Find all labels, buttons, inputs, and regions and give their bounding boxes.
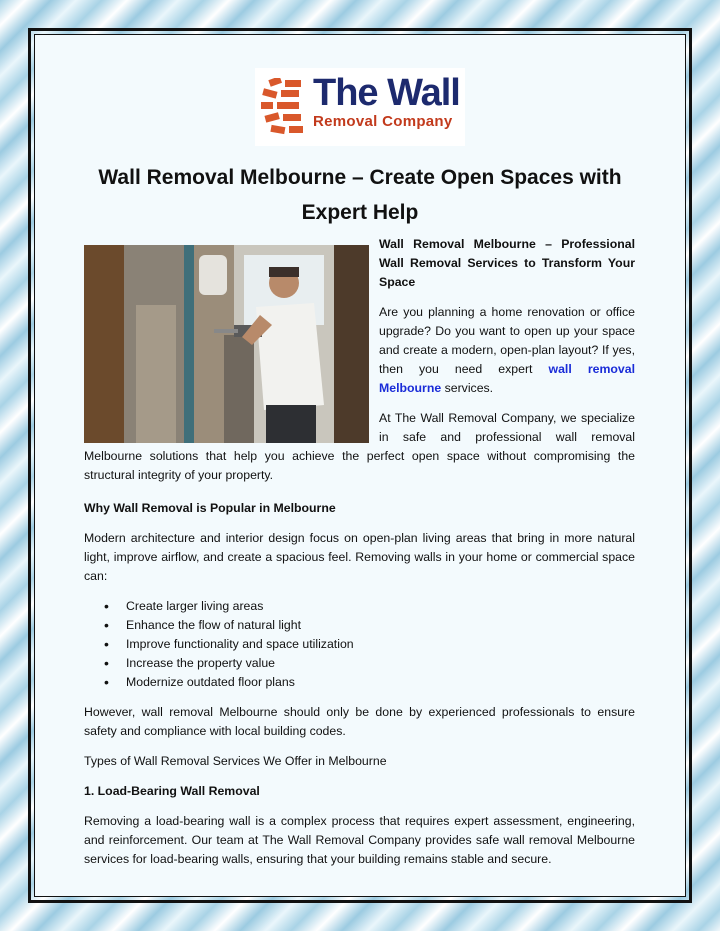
types-heading: Types of Wall Removal Services We Offer in Melbourne [84,754,387,768]
list-item: • Enhance the flow of natural light [126,616,635,635]
article-body [84,235,635,880]
intro-paragraph-2: At The Wall Removal Company, we specialize in safe and professional wall removal Melbourne solutions that help you achieve the perfect open space without compromising the structural integrity of your property. [84,411,635,482]
intro-text-after: services. [441,381,494,395]
company-logo [255,68,465,146]
logo-subtitle: Removal Company [313,113,453,130]
page-title: Wall Removal Melbourne – Create Open Spaces with Expert Help [98,166,622,224]
brick-wall-icon [261,78,309,136]
why-paragraph: Modern architecture and interior design focus on open-plan living areas that bring in more natural light, improve airflow, and create a spacious feel. Removing walls in your home or commercial space can: [84,531,635,583]
list-item: • Create larger living areas [126,597,635,616]
benefits-list [84,597,635,692]
logo-title: The Wall [313,72,460,114]
list-item: • Improve functionality and space utilization [126,635,635,654]
wall-removal-link[interactable]: wall removal Melbourne [379,362,635,395]
intro-text-before: Are you planning a home renovation or office upgrade? Do you want to open up your space and create a modern, open-plan layout? If yes, then you need expert [379,305,635,376]
list-item: • Modernize outdated floor plans [126,673,635,692]
load-bearing-heading: 1. Load-Bearing Wall Removal [84,784,260,798]
why-closing-paragraph: However, wall removal Melbourne should only be done by experienced professionals to ensure safety and compliance with local building codes. [84,705,635,738]
load-bearing-paragraph: Removing a load-bearing wall is a complex process that requires expert assessment, engineering, and reinforcement. Our team at The Wall Removal Company provides safe wall removal Melbourne services for load-bearing walls, ensuring that your building remains stable and secure. [84,814,635,866]
list-item: • Increase the property value [126,654,635,673]
why-heading: Why Wall Removal is Popular in Melbourne [84,501,336,515]
intro-heading: Wall Removal Melbourne – Professional Wall Removal Services to Transform Your Space [379,237,635,289]
